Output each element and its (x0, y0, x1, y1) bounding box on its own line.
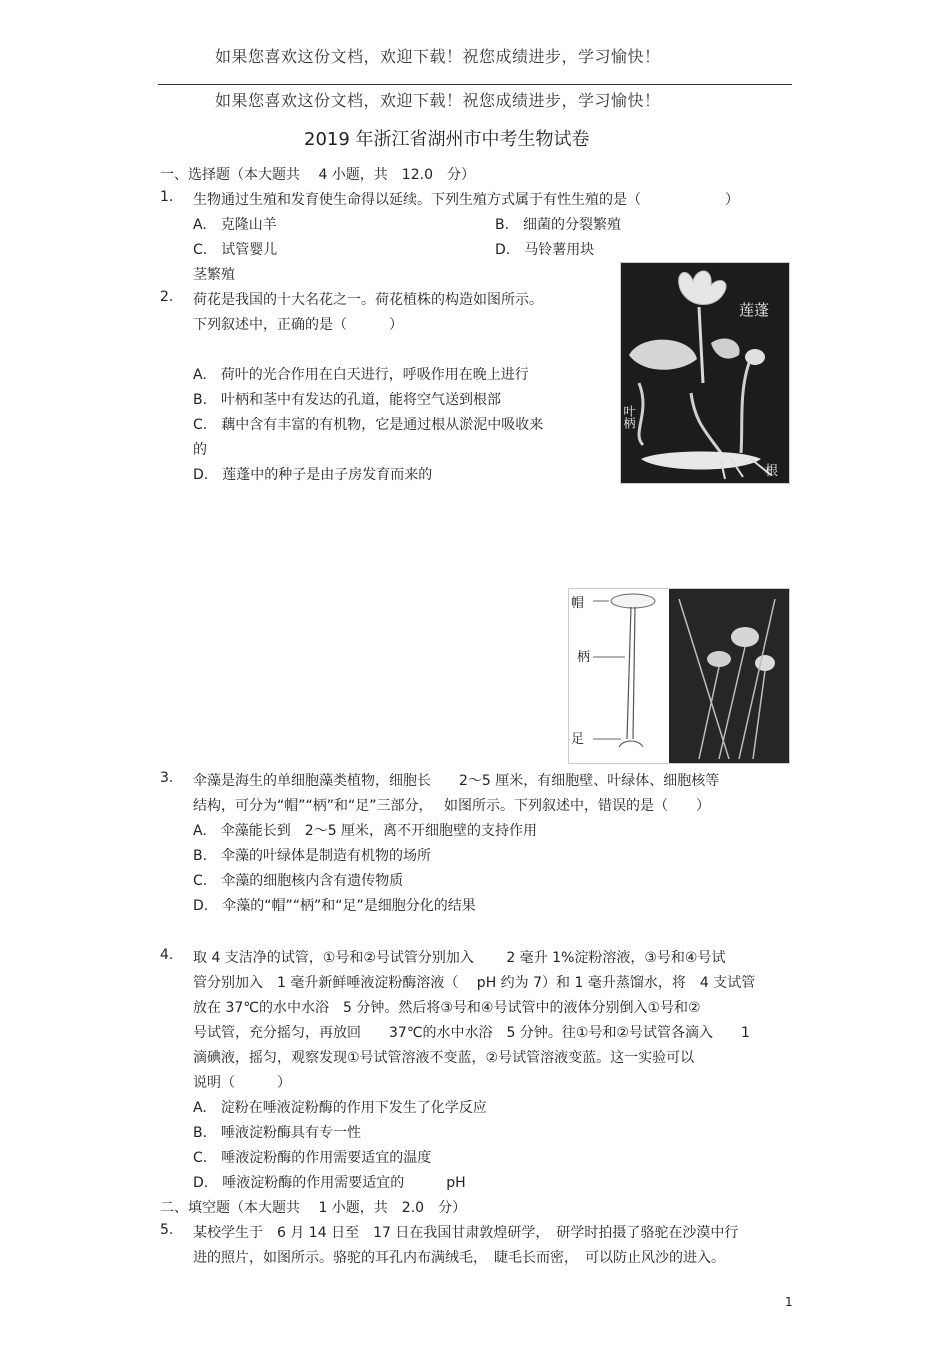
fig-label-gen: 根 (765, 464, 779, 479)
q4-option-a: A. 淀粉在唾液淀粉酶的作用下发生了化学反应 (193, 1100, 487, 1116)
q2-stem-line-1: 荷花是我国的十大名花之一。荷花植株的构造如图所示。 (193, 292, 543, 308)
q2-option-b: B. 叶柄和茎中有发达的孔道，能将空气送到根部 (193, 392, 502, 408)
q5-stem-line-2: 进的照片，如图所示。骆驼的耳孔内布满绒毛， 睫毛长而密， 可以防止风沙的进入。 (193, 1250, 725, 1266)
q1-option-d: D. 马铃薯用块 (495, 242, 595, 258)
acetabularia-figure (568, 588, 790, 764)
header-line-2: 如果您喜欢这份文档，欢迎下载！祝您成绩进步，学习愉快！ (215, 91, 661, 110)
section-heading-fill-in: 二、填空题（本大题共 1 小题，共 2.0 分） (160, 1200, 467, 1216)
acetabularia-illustration (569, 589, 789, 763)
q1-option-d-continued: 茎繁殖 (193, 267, 235, 283)
q4-stem-line-2: 管分别加入 1 毫升新鲜唾液淀粉酶溶液（ pH 约为 7）和 1 毫升蒸馏水，将 4 支试管 (193, 975, 756, 991)
q2-option-d: D. 莲蓬中的种子是由子房发育而来的 (193, 467, 433, 483)
fig-label-yebing: 叶柄 (622, 405, 636, 429)
q2-option-c: C. 藕中含有丰富的有机物，它是通过根从淤泥中吸收来 (193, 417, 544, 433)
q4-option-c: C. 唾液淀粉酶的作用需要适宜的温度 (193, 1150, 432, 1166)
q4-stem-line-4: 号试管，充分摇匀，再放回 37℃的水中水浴 5 分钟。往①号和②号试管各滴入 1 (193, 1025, 750, 1041)
q2-number: 2. (160, 289, 174, 305)
lotus-plant-figure (620, 262, 790, 484)
header-line-1: 如果您喜欢这份文档，欢迎下载！祝您成绩进步，学习愉快！ (215, 47, 661, 66)
q2-option-a: A. 荷叶的光合作用在白天进行，呼吸作用在晚上进行 (193, 367, 529, 383)
q2-stem-line-2: 下列叙述中，正确的是（ ） (193, 317, 403, 333)
fig-label-zu: 足 (571, 732, 585, 747)
section-heading-choice: 一、选择题（本大题共 4 小题，共 12.0 分） (160, 167, 475, 183)
q3-stem-line-2: 结构，可分为“帽”“柄”和“足”三部分， 如图所示。下列叙述中，错误的是（ ） (193, 798, 710, 814)
q4-number: 4. (160, 947, 174, 963)
header-divider (158, 84, 792, 85)
q3-option-b: B. 伞藻的叶绿体是制造有机物的场所 (193, 848, 432, 864)
fig-label-mao: 帽 (571, 596, 585, 611)
fig-label-lianpeng: 莲蓬 (739, 301, 770, 319)
q1-number: 1. (160, 189, 174, 205)
q5-stem-line-1: 某校学生于 6 月 14 日至 17 日在我国甘肃敦煌研学， 研学时拍摄了骆驼在沙漠中行 (193, 1225, 739, 1241)
q4-option-b: B. 唾液淀粉酶具有专一性 (193, 1125, 362, 1141)
q1-stem: 生物通过生殖和发育使生命得以延续。下列生殖方式属于有性生殖的是（ ） (193, 192, 739, 208)
q5-number: 5. (160, 1222, 174, 1238)
q3-stem-line-1: 伞藻是海生的单细胞藻类植物，细胞长 2～5 厘米，有细胞壁、叶绿体、细胞核等 (193, 773, 720, 789)
q4-stem-line-3: 放在 37℃的水中水浴 5 分钟。然后将③号和④号试管中的液体分别倒入①号和② (193, 1000, 701, 1016)
q2-option-c-continued: 的 (193, 442, 207, 458)
q4-stem-line-1: 取 4 支洁净的试管，①号和②号试管分别加入 2 毫升 1%淀粉溶液，③号和④号试 (193, 950, 726, 966)
q3-number: 3. (160, 770, 174, 786)
fig-label-bing: 柄 (577, 650, 591, 665)
q1-option-a: A. 克隆山羊 (193, 217, 277, 233)
lotus-illustration (621, 263, 789, 483)
q3-option-c: C. 伞藻的细胞核内含有遗传物质 (193, 873, 404, 889)
q3-option-d: D. 伞藻的“帽”“柄”和“足”是细胞分化的结果 (193, 898, 476, 914)
document-title: 2019 年浙江省湖州市中考生物试卷 (304, 129, 590, 150)
page-number: 1 (785, 1295, 793, 1309)
q4-stem-line-6: 说明（ ） (193, 1075, 291, 1091)
q4-stem-line-5: 滴碘液，摇匀，观察发现①号试管溶液不变蓝，②号试管溶液变蓝。这一实验可以 (193, 1050, 695, 1066)
q1-option-b: B. 细菌的分裂繁殖 (495, 217, 622, 233)
q3-option-a: A. 伞藻能长到 2～5 厘米，离不开细胞壁的支持作用 (193, 823, 538, 839)
q1-option-c: C. 试管婴儿 (193, 242, 278, 258)
q4-option-d: D. 唾液淀粉酶的作用需要适宜的 pH (193, 1175, 466, 1191)
